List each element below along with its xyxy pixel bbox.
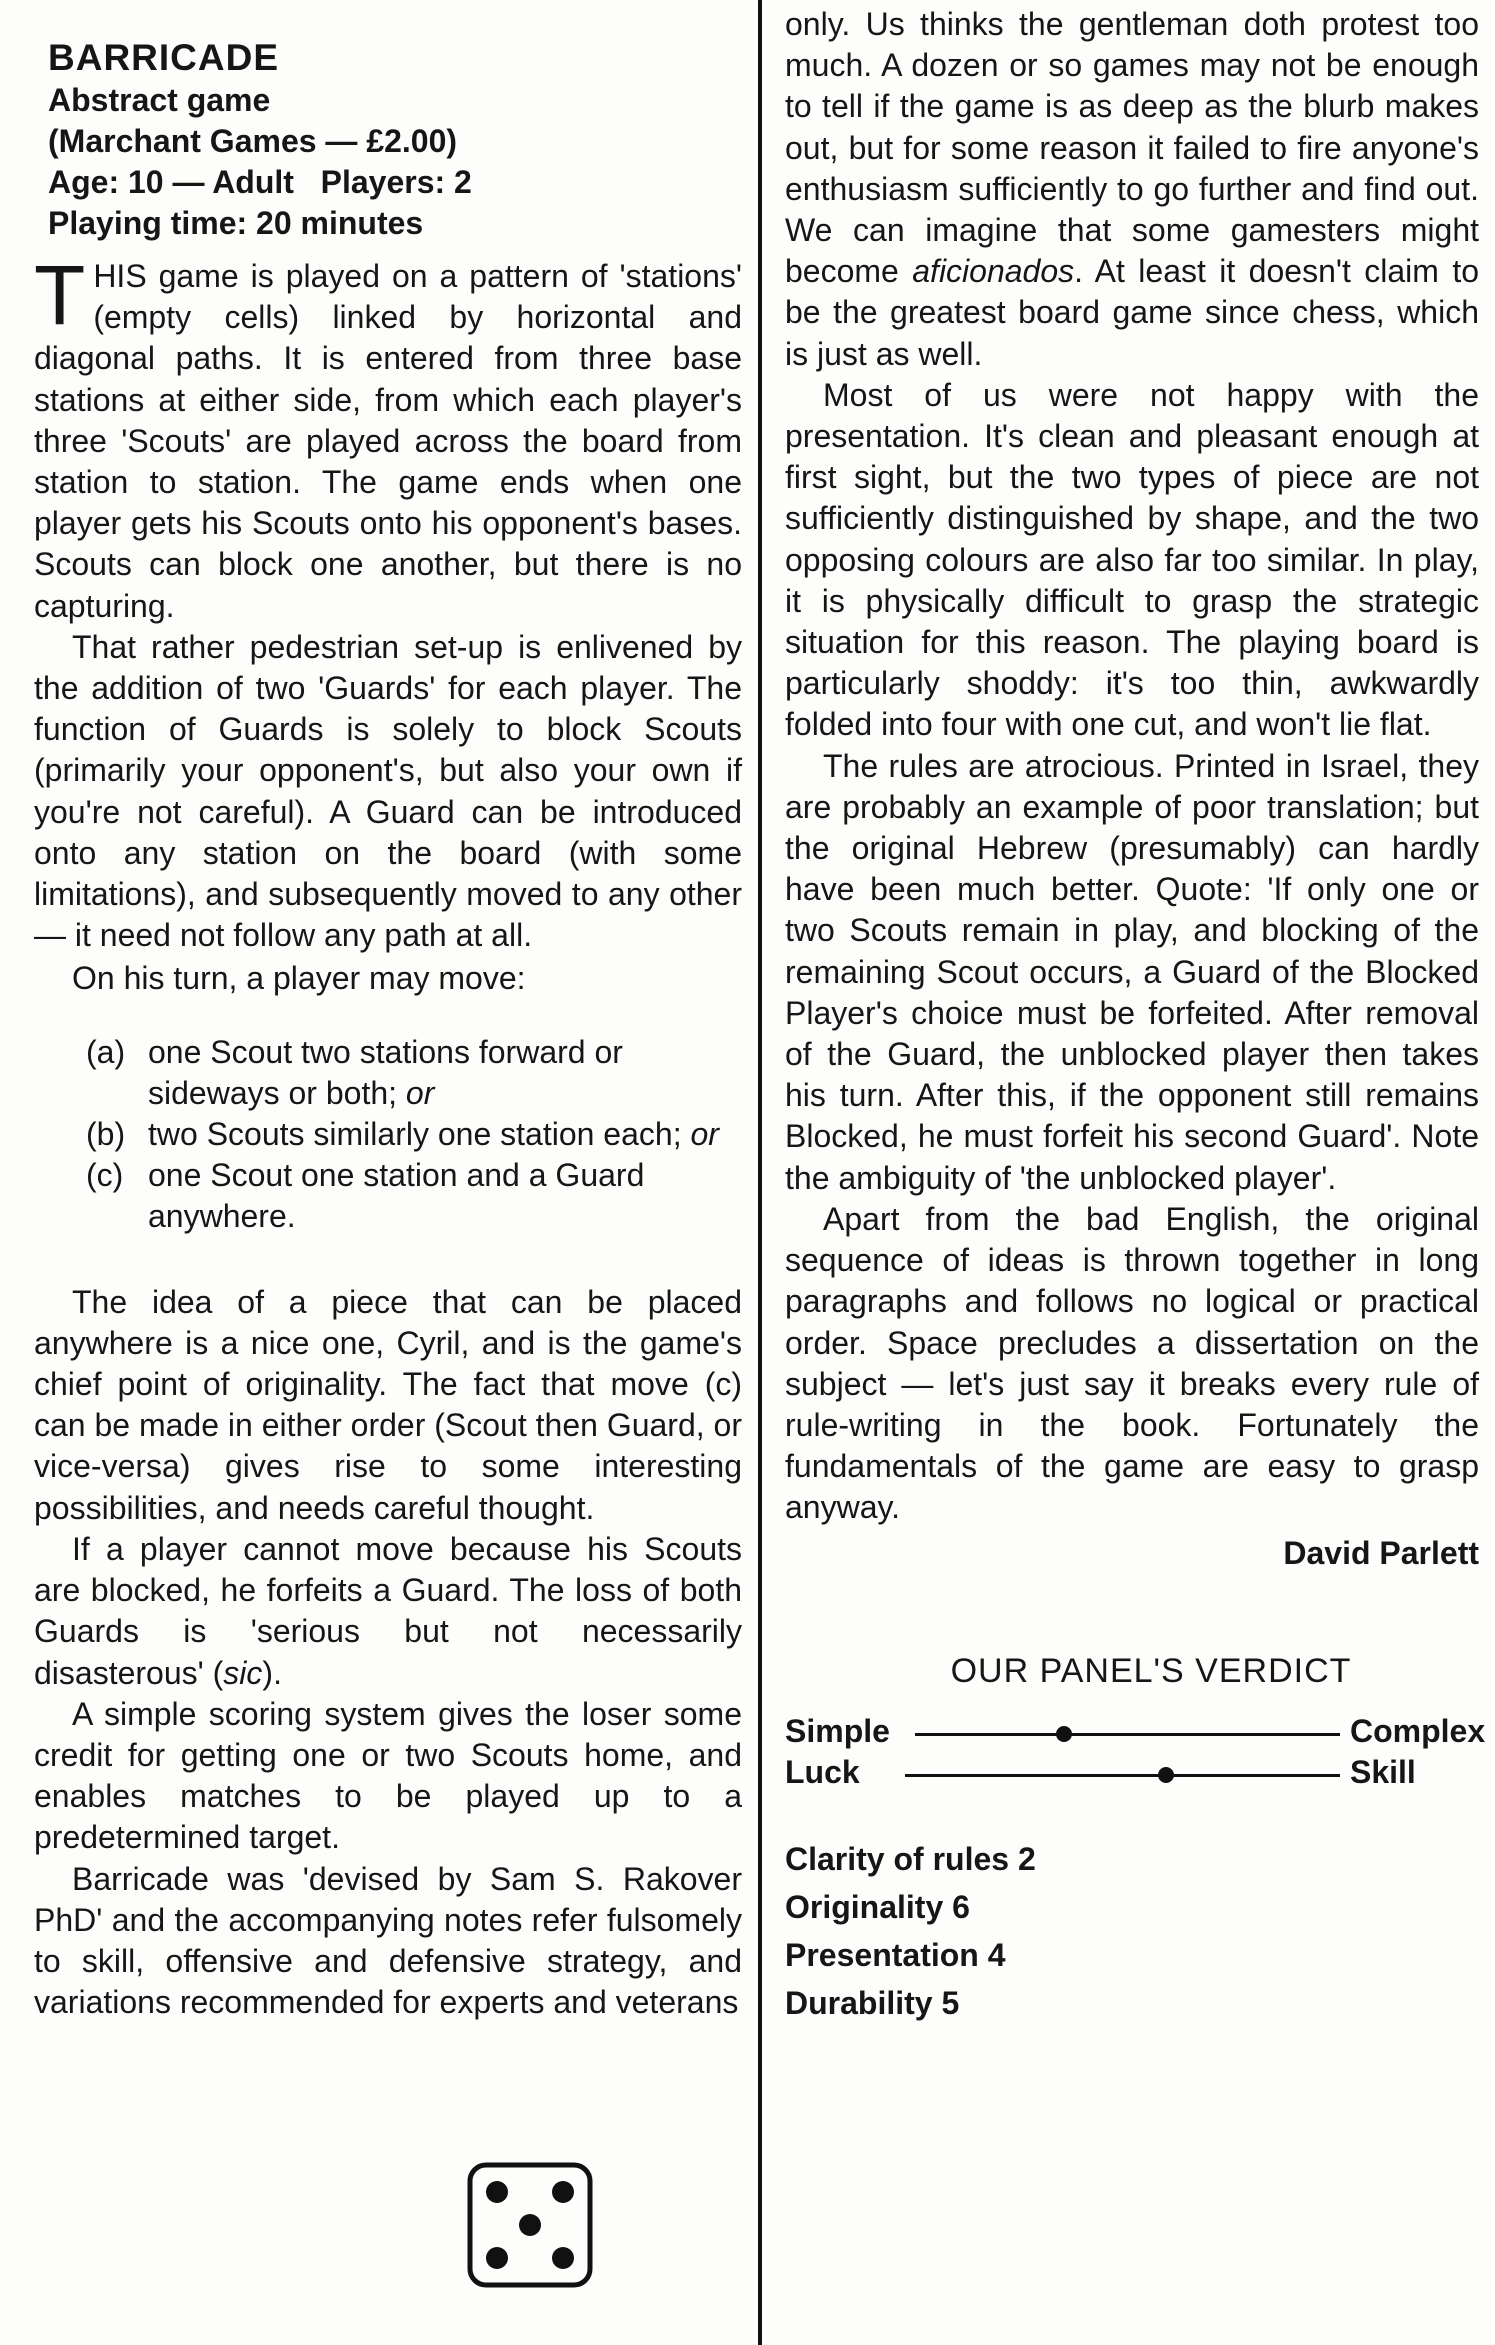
paragraph-presentation: Most of us were not happy with the presentation. It's clean and pleasant enough at first sight, but the two types of piece are not sufficiently distinguished by shape, and the two opposing colours are also far too similar. In play, it is physically difficult to grasp the strategic situation for this reason. The playing board is particularly shoddy: it's too thin, awkwardly folded into four with one cut, and won't lie flat.: [785, 376, 1479, 743]
move-option-label: (c): [86, 1157, 124, 1194]
paragraph-english: Apart from the bad English, the original sequence of ideas is thrown together in long paragraphs and follows no logical or practical order. Space precludes a dissertation on the subject — let's just say it breaks every rule of rule-writing in the book. Fortunately the fundamentals of the game are easy to grasp anyway.: [785, 1200, 1479, 1526]
column-divider: [758, 0, 762, 2345]
rating-presentation: Presentation 4: [785, 1936, 1006, 1973]
author-signature: David Parlett: [1283, 1534, 1479, 1571]
die-five-icon: [465, 2160, 595, 2290]
paragraph-originality: The idea of a piece that can be placed anywhere is a nice one, Cyril, and is the game's chief point of originality. The fact that move (c) can be made in either order (Scout then Guard, or vice-versa) gives rise to some interesting possibilities, and needs careful thought.: [34, 1283, 742, 1526]
scale-line: [915, 1733, 1340, 1736]
move-option-text: one Scout one station and a Guard anywhere.: [148, 1157, 645, 1235]
left-column: [30, 0, 742, 2023]
paragraph-scoring: A simple scoring system gives the loser some credit for getting one or two Scouts home, and enables matches to be played up to a predetermined target.: [34, 1695, 742, 1856]
paragraph-intro: [34, 248, 742, 627]
scale-marker: [1056, 1726, 1072, 1742]
paragraph-continued: only. Us thinks the gentleman doth protest too much. A dozen or so games may not be enough to tell if the game is as deep as the blurb makes out, but for some reason it failed to fire anyone's enthusiasm sufficiently to go further and find out. We can imagine that some gamesters might become aficionados. At least it doesn't claim to be the greatest board game since chess, which is just as well.: [785, 6, 1480, 372]
move-option-text: one Scout two stations forward or sideways or both; or: [148, 1033, 623, 1111]
ratings-list: [785, 1835, 1479, 2027]
scale-right-label: Skill: [1350, 1753, 1416, 1790]
drop-cap: T: [34, 248, 86, 342]
scale-right-label: Complex: [1350, 1712, 1486, 1749]
move-option-label: (b): [86, 1116, 126, 1153]
move-option: [86, 1032, 742, 1114]
paragraph-rules: The rules are atrocious. Printed in Israel, they are probably an example of poor translation; but the original Hebrew (presumably) can hardly have been much better. Quote: 'If only one or two Scouts remain in play, and blocking of the remaining Scout occurs, a Guard of the Blocked Player's choice must be forfeited. After removal of the Guard, the unblocked player then takes his turn. After this, if the opponent still remains Blocked, he must forfeit his second Guard'. Note the ambiguity of 'the unblocked player'.: [785, 747, 1479, 1196]
paragraph-designer: Barricade was 'devised by Sam S. Rakover PhD' and the accompanying notes refer fulsomely to skill, offensive and defensive strategy, and variations recommended for experts and veterans: [34, 1860, 742, 2021]
verdict-title: OUR PANEL'S VERDICT: [950, 1651, 1352, 1690]
review-title: BARRICADE: [48, 37, 279, 78]
paragraph-guards: That rather pedestrian set-up is enlivened by the addition of two 'Guards' for each player. The function of Guards is solely to block Scouts (primarily your opponent's, but also your own if you're not careful). A Guard can be introduced onto any station on the board (with some limitations), and subsequently moved to any other — it need not follow any path at all.: [34, 628, 742, 954]
rating-clarity: Clarity of rules 2: [785, 1840, 1036, 1877]
rating-originality: Originality 6: [785, 1888, 970, 1925]
move-option: [86, 1114, 742, 1155]
game-type: Abstract game: [48, 82, 271, 118]
move-option-label: (a): [86, 1033, 126, 1070]
scale-simple-complex: [785, 1712, 1486, 1754]
move-option: [86, 1155, 742, 1237]
age-players: Age: 10 — Adult Players: 2: [48, 164, 472, 200]
paragraph-blocked: If a player cannot move because his Scouts are blocked, he forfeits a Guard. The loss of both Guards is 'serious but not necessarily disasterous' (sic).: [34, 1530, 742, 1691]
verdict-scales: [785, 1712, 1486, 1795]
right-column: [785, 0, 1486, 2027]
publisher-price: (Marchant Games — £2.00): [48, 123, 458, 159]
scale-line: [905, 1774, 1340, 1777]
paragraph-move-intro: On his turn, a player may move:: [72, 960, 526, 997]
scale-left-label: Luck: [785, 1753, 860, 1790]
rating-durability: Durability 5: [785, 1984, 960, 2021]
scale-marker: [1158, 1767, 1174, 1783]
playing-time: Playing time: 20 minutes: [48, 205, 424, 241]
scale-luck-skill: [785, 1754, 1479, 1795]
paragraph-intro-text: HIS game is played on a pattern of 'stations' (empty cells) linked by horizontal and diagonal paths. It is entered from three base stations at either side, from which each player's three 'Scouts' are played across the board from station to station. The game ends when one player gets his Scouts onto his opponent's bases. Scouts can block one another, but there is no capturing.: [34, 258, 742, 624]
scale-left-label: Simple: [785, 1712, 890, 1749]
move-option-text: two Scouts similarly one station each; or: [148, 1116, 719, 1153]
move-options-list: [86, 1032, 742, 1238]
